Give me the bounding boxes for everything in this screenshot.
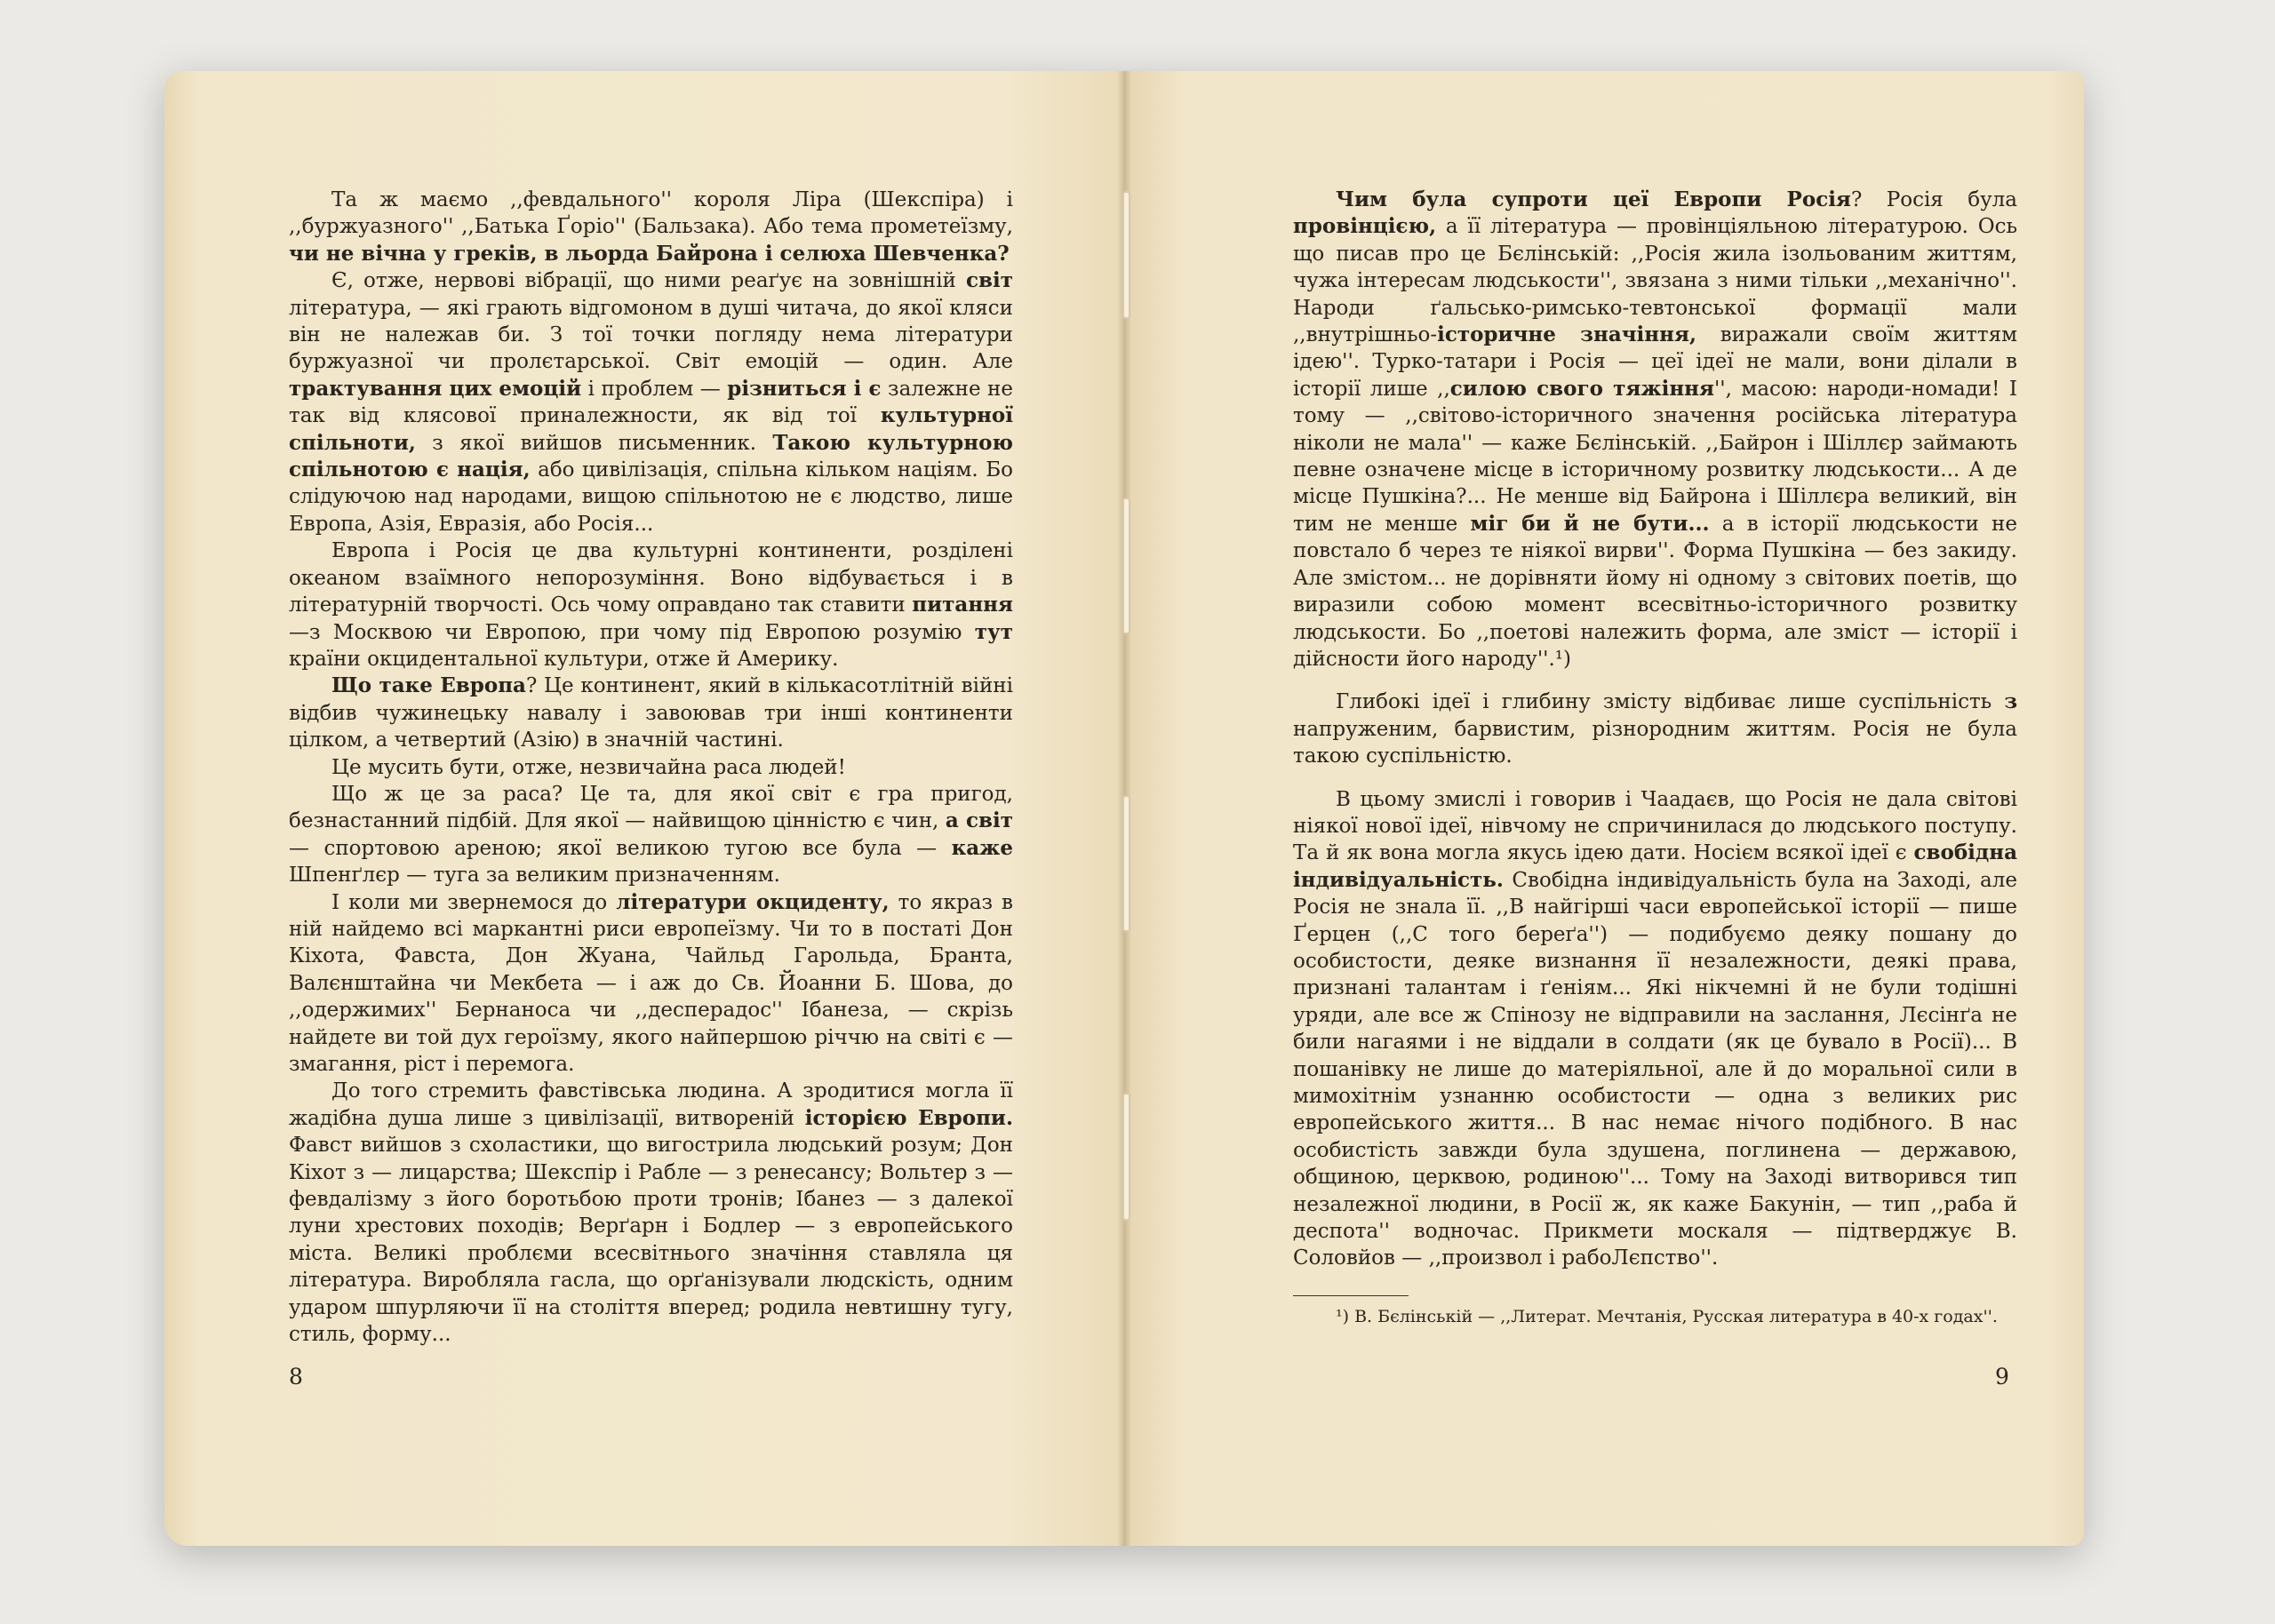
text-run: Що ж це за раса? Це та, для якої світ є гра пригод, безнастанний підбій. Для якої — найвищою цінністю є чин,	[289, 782, 1013, 833]
paragraph	[1293, 689, 2017, 769]
text-run: література, — які грають відгомоном в душі читача, до якої кляси він не належав би. З тої точки погляду нема літератури буржуазної чи пролєтарської. Світ емоцій — один. Але	[289, 296, 1013, 374]
text-run: напруженим, барвистим, різнородним життям. Росія не була такою суспільністю.	[1293, 717, 2017, 768]
text-run: — спортовою ареною; якої великою тугою все була —	[289, 836, 952, 860]
text-run: Фавст вийшов з схоластики, що вигострила людський розум; Дон Кіхот з — лицарства; Шекспір і Рабле — з ренесансу; Вольтер з — февдалізму з його боротьбою проти тронів; Ібанез — з далекої луни хрестових походів; Верґарн і Бодлер — з европейського міста. Великі проблєми всесвітнього значіння ставляла ця література. Виробляла гасла, що орґанізували людскість, одним ударом шпурляючи її на століття вперед; родила невтишну тугу, стиль, форму...	[289, 1134, 1013, 1347]
text-run: Шпенґлєр — туга за великим призначенням.	[289, 864, 780, 888]
text-run: Глибокі ідеї і глибину змісту відбиває лише суспільність	[1336, 690, 2005, 714]
bold-text: питання	[912, 593, 1013, 617]
paragraph	[289, 187, 1013, 267]
bold-text: провінцією,	[1293, 214, 1437, 239]
bold-text: історією Европи.	[804, 1105, 1013, 1130]
text-run: Свобідна індивідуальність була на Заході, але Росія не знала її. ,,В найгірші часи европейської історії — пише Ґерцен (,,С того береґа'') — подибуємо деяку пошану до особистости, деяке визнання її незалежности, деякі права, признані талантам і ґеніям... Які нікчемні й не були тодішні уряди, але все ж Спінозу не відправили на заслання, Лєсінґа не били нагаями і не віддали в солдати (як це бувало в Росії)... В пошанівку не лише до матеріяльної, але й до моральної сили в мимохітнім узнанню особистости — одна з великих рис европейського життя... В нас немає нічого подібного. В нас особистість завжди була здушена, поглинена — державою, общиною, церквою, родиною''... Тому на Заході витворився тип незалежної людини, в Росії ж, як каже Бакунін, — тип ,,раба й деспота'' водночас. Прикмети москаля — підтверджує В. Соловйов — ,,произвол і рабоЛєпство''.	[1293, 868, 2017, 1270]
text-run: '', масою: народи-номади! І тому — ,,світово-історичного значення російська література ніколи не мала'' — каже Бєлінській. ,,Байрон і Шіллєр займають певне означене місце в історичному розвитку людськости... А де місце Пушкіна?... Не менше від Байрона і Шіллєра великий, він тим не менше	[1293, 377, 2017, 536]
paragraph	[289, 754, 1013, 781]
text-run: Та ж маємо ,,февдального'' короля Ліра (Шекспіра) і ,,буржуазного'' ,,Батька Ґоріо'' (Бальзака). Або тема прометеїзму,	[289, 188, 1013, 239]
bold-text: трактування цих емоцій	[289, 376, 582, 401]
bold-text: історичне значіння,	[1437, 322, 1696, 347]
bold-text: Що таке Европа	[331, 673, 526, 698]
binding-stitch	[1122, 1093, 1130, 1221]
bold-text: а світ	[945, 808, 1013, 833]
binding-stitch	[1122, 498, 1130, 634]
paragraph	[1293, 786, 2017, 1272]
text-run: ? Росія була	[1850, 188, 2017, 211]
footnote-rule	[1293, 1295, 1409, 1296]
text-run: то якраз в ній найдемо всі маркантні риси европеїзму. Чи то в постаті Дон Кіхота, Фавста, Дон Жуана, Чайльд Гарольда, Бранта, Валєнштайна чи Мекбета — і аж до Св. Йоанни Б. Шова, до ,,одержимих'' Бернаноса чи ,,десперадос'' Ібанеза, — скрізь найдете ви той дух героїзму, якого найпершою річчю на світі є — змагання, ріст і перемога.	[289, 890, 1013, 1076]
bold-text: тут	[974, 619, 1013, 644]
bold-text: різниться і є	[727, 376, 882, 401]
footnote: ¹) В. Бєлінській — ,,Литерат. Мечтанія, Русская литература в 40-х годах''.	[1336, 1306, 1998, 1326]
bold-text: Чим була супроти цеї Европи Росія	[1336, 187, 1851, 211]
bold-text: культурної спільноти,	[289, 403, 1013, 455]
paragraph	[289, 267, 1013, 537]
text-run: Це мусить бути, отже, незвичайна раса людей!	[331, 755, 846, 779]
paragraph	[1293, 187, 2017, 673]
text-run: ? Це континент, який в кількасотлітній війні відбив чужинецьку навалу і завоював три інші континенти цілком, а четвертий (Азію) в значній частині.	[289, 674, 1013, 752]
paragraph	[289, 1078, 1013, 1348]
text-run: і проблем —	[581, 377, 728, 401]
bold-text: міг би й не бути...	[1470, 511, 1710, 536]
text-run: країни окцидентальної культури, отже й Америку.	[289, 647, 839, 671]
text-run: Европа і Росія це два культурні континенти, розділені океаном взаїмного непорозуміння. Воно відбувається і в літературній творчості. Ось чому оправдано так ставити	[289, 539, 1013, 617]
text-run: —з Москвою чи Европою, при чому під Европою розумію	[289, 620, 975, 644]
binding-stitch	[1122, 191, 1130, 319]
left-page	[164, 71, 1124, 1546]
page-number-right: 9	[1995, 1364, 2009, 1389]
bold-text: світ	[966, 268, 1013, 293]
text-run: В цьому змислі і говорив і Чаадаєв, що Росія не дала світові ніякої нової ідеї, нівчому не спричинилася до людського поступу. Та й як вона могла якусь ідею дати. Носієм всякої ідеї є	[1293, 787, 2017, 865]
bold-text: силою свого тяжіння	[1449, 376, 1714, 401]
paragraph	[289, 889, 1013, 1079]
text-run: І коли ми звернемося до	[331, 890, 617, 914]
text-run: а її література — провінціяльною літературою. Ось що писав про це Бєлінській: ,,Росія жила ізольованим життям, чужа інтересам людськости'', звязана з ними тільки ,,механічно''. Народи ґальсько-римсько-тевтонської формації мали ,,внутрішньо-	[1293, 215, 2017, 347]
bold-text: літератури окциденту,	[616, 889, 890, 914]
bold-text: свобідна індивідуальність.	[1293, 840, 2017, 892]
right-paragraphs	[1293, 187, 2017, 1272]
text-run: а в історії людськости не повстало б через те ніякої вирви''. Форма Пушкіна — без закиду. Але змістом... не дорівняти йому ні одному з світових поетів, що виразили собою момент всесвітньо-історичного розвитку людськости. Бо ,,поетові належить форма, але зміст — історії і дійсности його народу''.¹)	[1293, 512, 2017, 671]
binding-stitch	[1122, 795, 1130, 932]
text-run: До того стремить фавстівська людина. А зродитися могла її жадібна душа лише з цивілізації, витвореній	[289, 1079, 1013, 1130]
paragraph	[289, 537, 1013, 673]
bold-text: каже	[951, 835, 1013, 860]
text-run: виражали своїм життям ідею''. Турко-татари і Росія — цеї ідеї не мали, вони ділали в історії лише ,,	[1293, 323, 2017, 401]
text-run: Є, отже, нервові вібрації, що ними реаґує на зовнішній	[331, 269, 967, 293]
bold-text: чи не вічна у греків, в льорда Байрона і селюха Шевченка?	[289, 241, 1010, 266]
right-text-column	[1293, 187, 2017, 1328]
bold-text: з	[2004, 689, 2017, 714]
text-run: з якої вийшов письменник.	[415, 431, 773, 455]
page-number-left: 8	[289, 1364, 303, 1389]
text-run: залежне не так від клясової приналежности, як від тої	[289, 377, 1013, 428]
right-page	[1124, 71, 2084, 1546]
text-run: або цивілізація, спільна кільком націям. Бо слідуючою над народами, вищою спільнотою не є людство, лише Европа, Азія, Евразія, або Росія...	[289, 458, 1013, 536]
paragraph	[289, 781, 1013, 889]
paragraph	[289, 673, 1013, 753]
bold-text: Такою культурною спільнотою є нація,	[289, 430, 1013, 482]
left-text-column	[289, 187, 1013, 1348]
open-booklet	[164, 71, 2084, 1546]
